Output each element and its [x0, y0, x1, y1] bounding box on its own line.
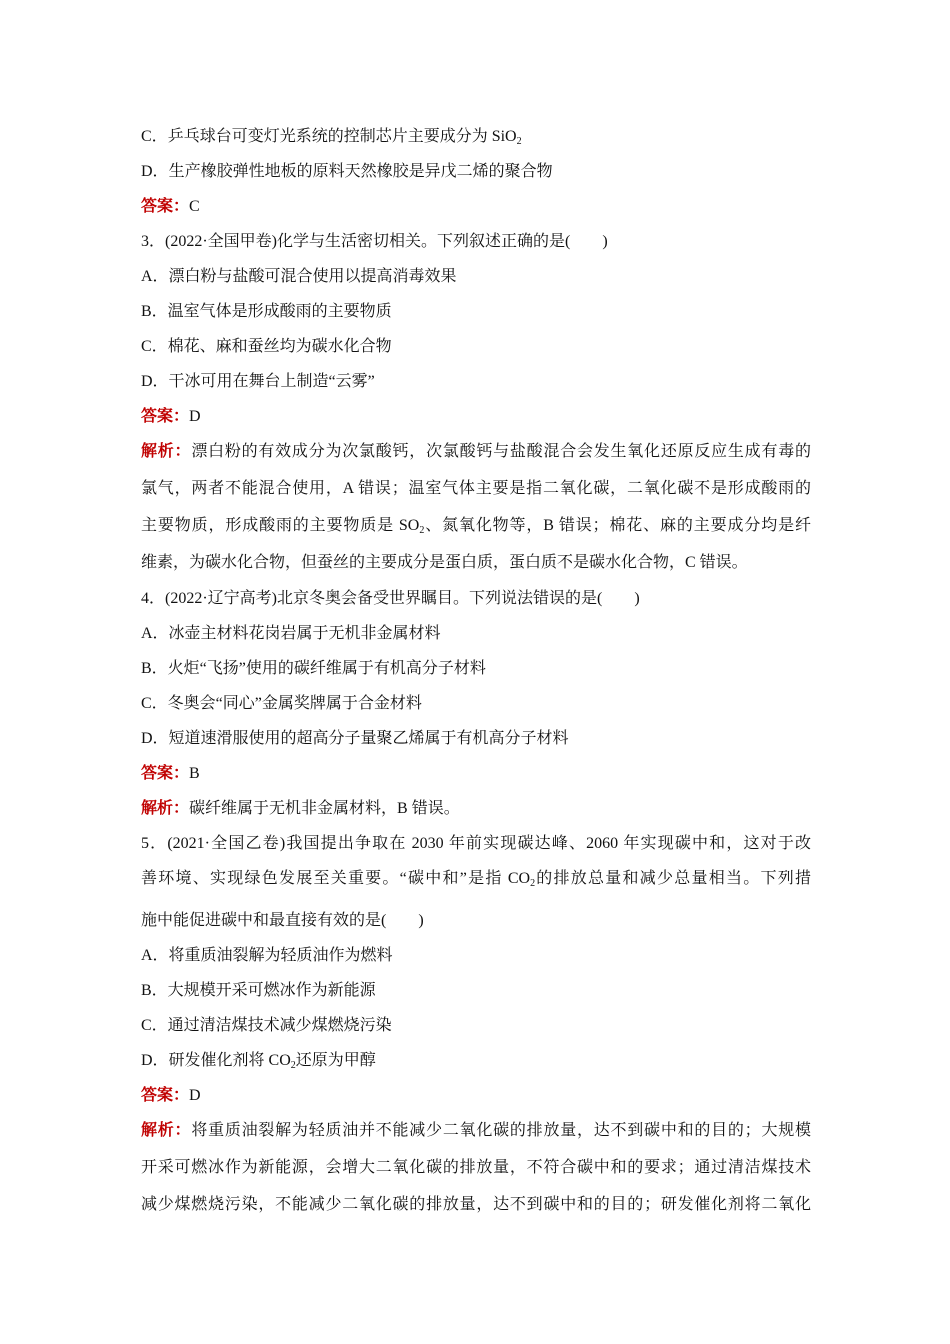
q3-option-d: D．干冰可用在舞台上制造“云雾”: [141, 373, 375, 390]
q3-analysis-line: 解析：漂白粉的有效成分为次氯酸钙，次氯酸钙与盐酸混合会发生氧化还原反应生成有毒的: [141, 443, 811, 460]
answer-value: D: [189, 408, 201, 425]
answer-label: 答案：: [141, 408, 190, 425]
q5-option-b: B．大规模开采可燃冰作为新能源: [141, 982, 376, 999]
answer-label: 答案：: [141, 198, 190, 215]
q3-option-c: C．棉花、麻和蚕丝均为碳水化合物: [141, 338, 392, 355]
answer-label: 答案：: [141, 1087, 190, 1104]
q4-stem: 4．(2022·辽宁高考)北京冬奥会备受世界瞩目。下列说法错误的是( ): [141, 590, 640, 607]
q5-option-c: C．通过清洁煤技术减少煤燃烧污染: [141, 1017, 392, 1034]
q5-analysis-line: 减少煤燃烧污染，不能减少二氧化碳的排放量，达不到碳中和的目的；研发催化剂将二氧化: [141, 1196, 811, 1213]
q5-analysis-line: 开采可燃冰作为新能源，会增大二氧化碳的排放量，不符合碳中和的要求；通过清洁煤技术: [141, 1159, 811, 1176]
q4-option-d: D．短道速滑服使用的超高分子量聚乙烯属于有机高分子材料: [141, 730, 569, 747]
answer-value: D: [189, 1087, 201, 1104]
q3-option-a: A．漂白粉与盐酸可混合使用以提高消毒效果: [141, 268, 457, 285]
q4-option-a: A．冰壶主材料花岗岩属于无机非金属材料: [141, 625, 441, 642]
q5-option-d: D．研发催化剂将 $CO_2$还原为甲醇: [141, 1052, 376, 1071]
analysis-label: 解析：: [141, 800, 190, 817]
answer-value: C: [189, 198, 200, 215]
q5-stem-line: 施中能促进碳中和最直接有效的是( ): [141, 912, 424, 929]
q4-analysis: 解析：碳纤维属于无机非金属材料，B 错误。: [141, 800, 460, 817]
q2-answer: [141, 197, 811, 217]
q5-stem-line: 5．(2021·全国乙卷)我国提出争取在 2030 年前实现碳达峰、2060 年实现碳中和，这对于改: [141, 835, 811, 852]
q3-analysis-line: 氯气，两者不能混合使用，A 错误；温室气体主要是指二氧化碳，二氧化碳不是形成酸雨的: [141, 480, 811, 497]
q5-answer: [141, 1086, 811, 1106]
q4-answer: [141, 764, 811, 784]
q5-analysis-line: 解析：将重质油裂解为轻质油并不能减少二氧化碳的排放量，达不到碳中和的目的；大规模: [141, 1122, 811, 1139]
answer-value: B: [189, 765, 200, 782]
q2-option-d: D．生产橡胶弹性地板的原料天然橡胶是异戊二烯的聚合物: [141, 163, 553, 180]
q3-option-b: B．温室气体是形成酸雨的主要物质: [141, 303, 392, 320]
q3-analysis-line: 主要物质，形成酸雨的主要物质是 $SO_2$、氮氧化物等，B 错误；棉花、麻的主要成分均是纤: [141, 517, 811, 536]
q3-answer: [141, 407, 811, 427]
q4-option-b: B．火炬“飞扬”使用的碳纤维属于有机高分子材料: [141, 660, 486, 677]
answer-label: 答案：: [141, 765, 190, 782]
analysis-label: 解析：: [141, 1122, 192, 1139]
q3-analysis-line: 维素，为碳水化合物，但蚕丝的主要成分是蛋白质，蛋白质不是碳水化合物，C 错误。: [141, 554, 748, 571]
q3-stem: 3．(2022·全国甲卷)化学与生活密切相关。下列叙述正确的是( ): [141, 233, 608, 250]
q4-option-c: C．冬奥会“同心”金属奖牌属于合金材料: [141, 695, 422, 712]
q5-stem-line: 善环境、实现绿色发展至关重要。“碳中和”是指 $CO_2$的排放总量和减少总量相当。下列措: [141, 870, 811, 889]
q2-option-c: C．乒乓球台可变灯光系统的控制芯片主要成分为 SiO$_2$: [141, 128, 522, 147]
q5-option-a: A．将重质油裂解为轻质油作为燃料: [141, 947, 393, 964]
analysis-label: 解析：: [141, 443, 192, 460]
